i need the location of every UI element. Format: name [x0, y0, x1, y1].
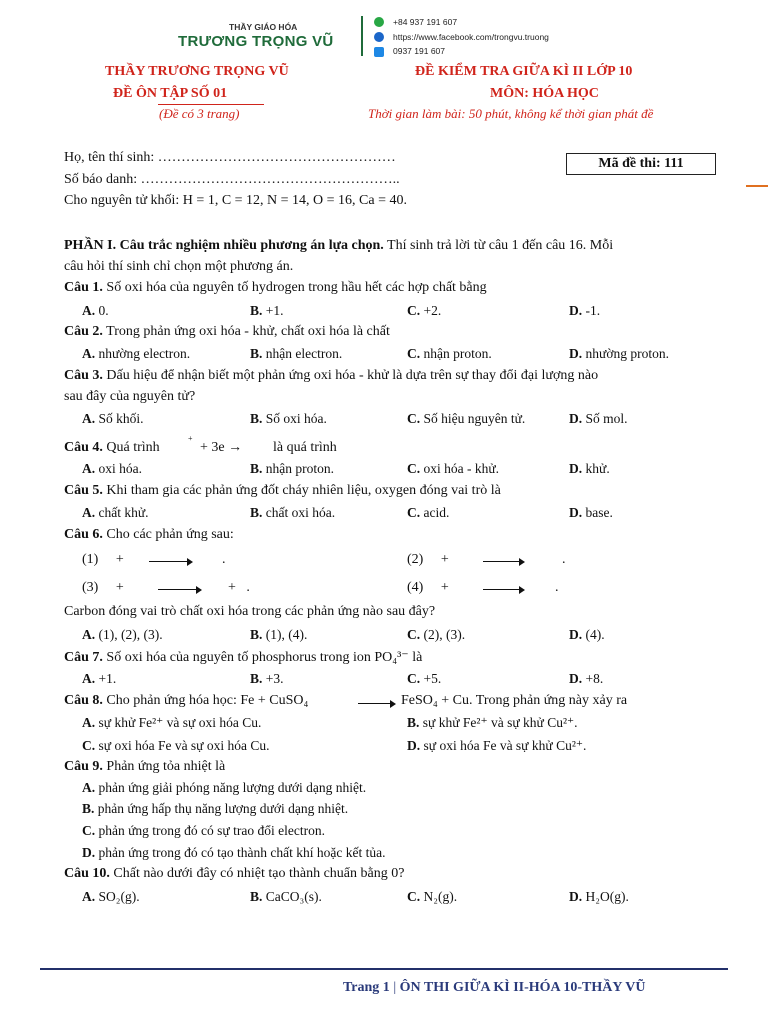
- q8-option-d[interactable]: D. sự oxi hóa Fe và sự khử Cu²⁺.: [407, 738, 587, 753]
- zalo-icon: [374, 47, 384, 57]
- q3-option-a[interactable]: A. Số khối.: [82, 411, 144, 426]
- facebook-icon: [374, 32, 384, 42]
- question-3-cont: sau đây của nguyên tử?: [64, 389, 196, 404]
- q4-option-c[interactable]: C. oxi hóa - khử.: [407, 461, 500, 476]
- q8-option-a[interactable]: A. sự khử Fe²⁺ và sự oxi hóa Cu.: [82, 715, 262, 730]
- question-label: Câu 2.: [64, 324, 103, 339]
- q6-option-d[interactable]: D. (4).: [569, 627, 605, 642]
- question-2: [64, 324, 390, 340]
- brand-subtitle: THẦY GIÁO HÓA: [229, 22, 298, 32]
- reaction-2: (2) +: [407, 552, 449, 567]
- footer-text: ÔN THI GIỮA KÌ II-HÓA 10-THẦY VŨ: [399, 980, 646, 995]
- exam-code-box: [566, 153, 716, 175]
- q9-option-c[interactable]: C. phản ứng trong đó có sự trao đổi electron.: [82, 823, 325, 838]
- question-10: [64, 866, 404, 882]
- q8-option-b[interactable]: B. sự khử Fe²⁺ và sự khử Cu²⁺.: [407, 715, 578, 730]
- q9-option-d[interactable]: D. phản ứng trong đó có tạo thành chất khí hoặc kết tủa.: [82, 845, 386, 860]
- question-label: Câu 5.: [64, 483, 103, 498]
- reaction-1-end: .: [222, 552, 226, 567]
- q8-option-c[interactable]: C. sự oxi hóa Fe và sự oxi hóa Cu.: [82, 738, 270, 753]
- part1-instruction: Thí sinh trả lời từ câu 1 đến câu 16. Mỗi: [383, 238, 614, 253]
- q1-option-b[interactable]: B. +1.: [250, 303, 284, 318]
- q6-option-a[interactable]: A. (1), (2), (3).: [82, 627, 163, 642]
- contact-zalo[interactable]: 0937 191 607: [393, 46, 445, 56]
- whatsapp-icon: [374, 17, 384, 27]
- reaction-3-arrow: [158, 589, 200, 590]
- subject: MÔN: HÓA HỌC: [490, 86, 599, 101]
- question-6: [64, 527, 234, 543]
- reaction-4: (4) +: [407, 580, 449, 595]
- title-underline: [158, 104, 264, 105]
- q5-option-b[interactable]: B. chất oxi hóa.: [250, 505, 336, 520]
- question-1: [64, 280, 487, 296]
- reaction-3-end: + .: [228, 580, 250, 595]
- q5-option-a[interactable]: A. chất khử.: [82, 505, 149, 520]
- page-number: Trang 1: [343, 980, 390, 995]
- reaction-2-end: .: [562, 552, 566, 567]
- question-label: Câu 1.: [64, 280, 103, 295]
- q7-option-c[interactable]: C. +5.: [407, 671, 442, 686]
- brand-name: TRƯƠNG TRỌNG VŨ: [178, 33, 334, 50]
- reaction-3: (3) +: [82, 580, 124, 595]
- exam-code: Mã đề thi: 111: [598, 156, 684, 171]
- question-7: [64, 649, 422, 666]
- question-text: Số oxi hóa của nguyên tố hydrogen trong hầu hết các hợp chất bằng: [102, 280, 487, 295]
- atomic-masses: Cho nguyên tử khối: H = 1, C = 12, N = 14, O = 16, Ca = 40.: [64, 193, 408, 208]
- reaction-arrow: [358, 703, 394, 704]
- question-text: Dấu hiệu để nhận biết một phản ứng oxi hóa - khử là dựa trên sự thay đổi đại lượng nào: [102, 368, 599, 383]
- page-footer: [343, 980, 645, 996]
- q5-option-d[interactable]: D. base.: [569, 505, 613, 520]
- question-4-tail: là quá trình: [273, 440, 337, 455]
- q4-option-d[interactable]: D. khử.: [569, 461, 610, 476]
- q9-option-b[interactable]: B. phản ứng hấp thụ năng lượng dưới dạng nhiệt.: [82, 801, 349, 816]
- contact-phone[interactable]: +84 937 191 607: [393, 17, 458, 27]
- q7-option-b[interactable]: B. +3.: [250, 671, 284, 686]
- time-note: Thời gian làm bài: 50 phút, không kể thời gian phát đề: [368, 106, 654, 121]
- question-4: Câu 4. Quá trình: [64, 440, 160, 455]
- q7-option-d[interactable]: D. +8.: [569, 671, 604, 686]
- question-6-ask: Carbon đóng vai trò chất oxi hóa trong các phản ứng nào sau đây?: [64, 604, 436, 619]
- exam-number: ĐỀ ÔN TẬP SỐ 01: [113, 86, 228, 101]
- question-8-tail: FeSO₄ + Cu. Trong phản ứng này xảy ra: [401, 693, 628, 708]
- question-text: Cho các phản ứng sau:: [102, 527, 234, 542]
- q7-option-a[interactable]: A. +1.: [82, 671, 117, 686]
- name-field[interactable]: Họ, tên thí sinh: ……………………………………………: [64, 150, 396, 165]
- question-label: Câu 4.: [64, 440, 103, 455]
- q6-option-c[interactable]: C. (2), (3).: [407, 627, 466, 642]
- charge-mark: +: [188, 434, 193, 443]
- q1-option-d[interactable]: D. -1.: [569, 303, 601, 318]
- q3-option-c[interactable]: C. Số hiệu nguyên tử.: [407, 411, 526, 426]
- contact-facebook[interactable]: https://www.facebook.com/trongvu.truong: [393, 32, 549, 42]
- question-4-equation: + 3e →: [200, 440, 243, 455]
- id-field[interactable]: Số báo danh: ………………………………………………..: [64, 172, 400, 187]
- brand-divider: [361, 16, 363, 56]
- question-5: [64, 483, 501, 499]
- reaction-1-arrow: [149, 561, 191, 562]
- part1-instruction-2: câu hỏi thí sinh chỉ chọn một phương án.: [64, 259, 294, 274]
- reaction-1: (1) +: [82, 552, 124, 567]
- q4-option-a[interactable]: A. oxi hóa.: [82, 461, 142, 476]
- q2-option-d[interactable]: D. nhường proton.: [569, 346, 669, 361]
- q1-option-a[interactable]: A. 0.: [82, 303, 109, 318]
- question-text: Trong phản ứng oxi hóa - khử, chất oxi hóa là chất: [102, 324, 390, 339]
- q2-option-a[interactable]: A. nhường electron.: [82, 346, 191, 361]
- q6-option-b[interactable]: B. (1), (4).: [250, 627, 308, 642]
- edge-marker: [746, 185, 768, 187]
- question-label: Câu 8.: [64, 693, 103, 708]
- q9-option-a[interactable]: A. phản ứng giải phóng năng lượng dưới dạng nhiệt.: [82, 780, 367, 795]
- q4-option-b[interactable]: B. nhận proton.: [250, 461, 335, 476]
- q1-option-c[interactable]: C. +2.: [407, 303, 442, 318]
- q3-option-b[interactable]: B. Số oxi hóa.: [250, 411, 327, 426]
- question-label: Câu 3.: [64, 368, 103, 383]
- q2-option-c[interactable]: C. nhận proton.: [407, 346, 492, 361]
- question-text: Chất nào dưới đây có nhiệt tạo thành chuẩn bằng 0?: [109, 866, 405, 881]
- q10-option-b[interactable]: B. CaCO₃(s).: [250, 889, 322, 904]
- question-3: [64, 368, 598, 384]
- question-label: Câu 10.: [64, 866, 110, 881]
- question-text: Khi tham gia các phản ứng đốt cháy nhiên liệu, oxygen đóng vai trò là: [102, 483, 501, 498]
- q5-option-c[interactable]: C. acid.: [407, 505, 450, 520]
- page-count: (Đề có 3 trang): [159, 106, 240, 121]
- part1-heading: PHẦN I. Câu trắc nghiệm nhiều phương án lựa chọn.: [64, 238, 384, 253]
- teacher-title: THẦY TRƯƠNG TRỌNG VŨ: [105, 64, 289, 79]
- question-9: [64, 759, 225, 775]
- q10-option-d[interactable]: D. H₂O(g).: [569, 889, 629, 904]
- question-text: Số oxi hóa của nguyên tố phosphorus trong ion PO₄³⁻ là: [102, 650, 423, 665]
- exam-title: ĐỀ KIỂM TRA GIỮA KÌ II LỚP 10: [415, 64, 633, 79]
- question-8: Câu 8. Cho phản ứng hóa học: Fe + CuSO₄: [64, 693, 309, 708]
- reaction-4-end: .: [555, 580, 559, 595]
- reaction-2-arrow: [483, 561, 523, 562]
- question-text: Phản ứng tỏa nhiệt là: [102, 759, 226, 774]
- part1-heading-line: [64, 238, 613, 254]
- reaction-4-arrow: [483, 589, 523, 590]
- q2-option-b[interactable]: B. nhận electron.: [250, 346, 343, 361]
- footer-rule: [40, 968, 728, 970]
- q10-option-a[interactable]: A. SO₂(g).: [82, 889, 140, 904]
- q10-option-c[interactable]: C. N₂(g).: [407, 889, 458, 904]
- q3-option-d[interactable]: D. Số mol.: [569, 411, 628, 426]
- footer-separator: |: [393, 980, 397, 995]
- question-label: Câu 9.: [64, 759, 103, 774]
- question-label: Câu 6.: [64, 527, 103, 542]
- question-label: Câu 7.: [64, 650, 103, 665]
